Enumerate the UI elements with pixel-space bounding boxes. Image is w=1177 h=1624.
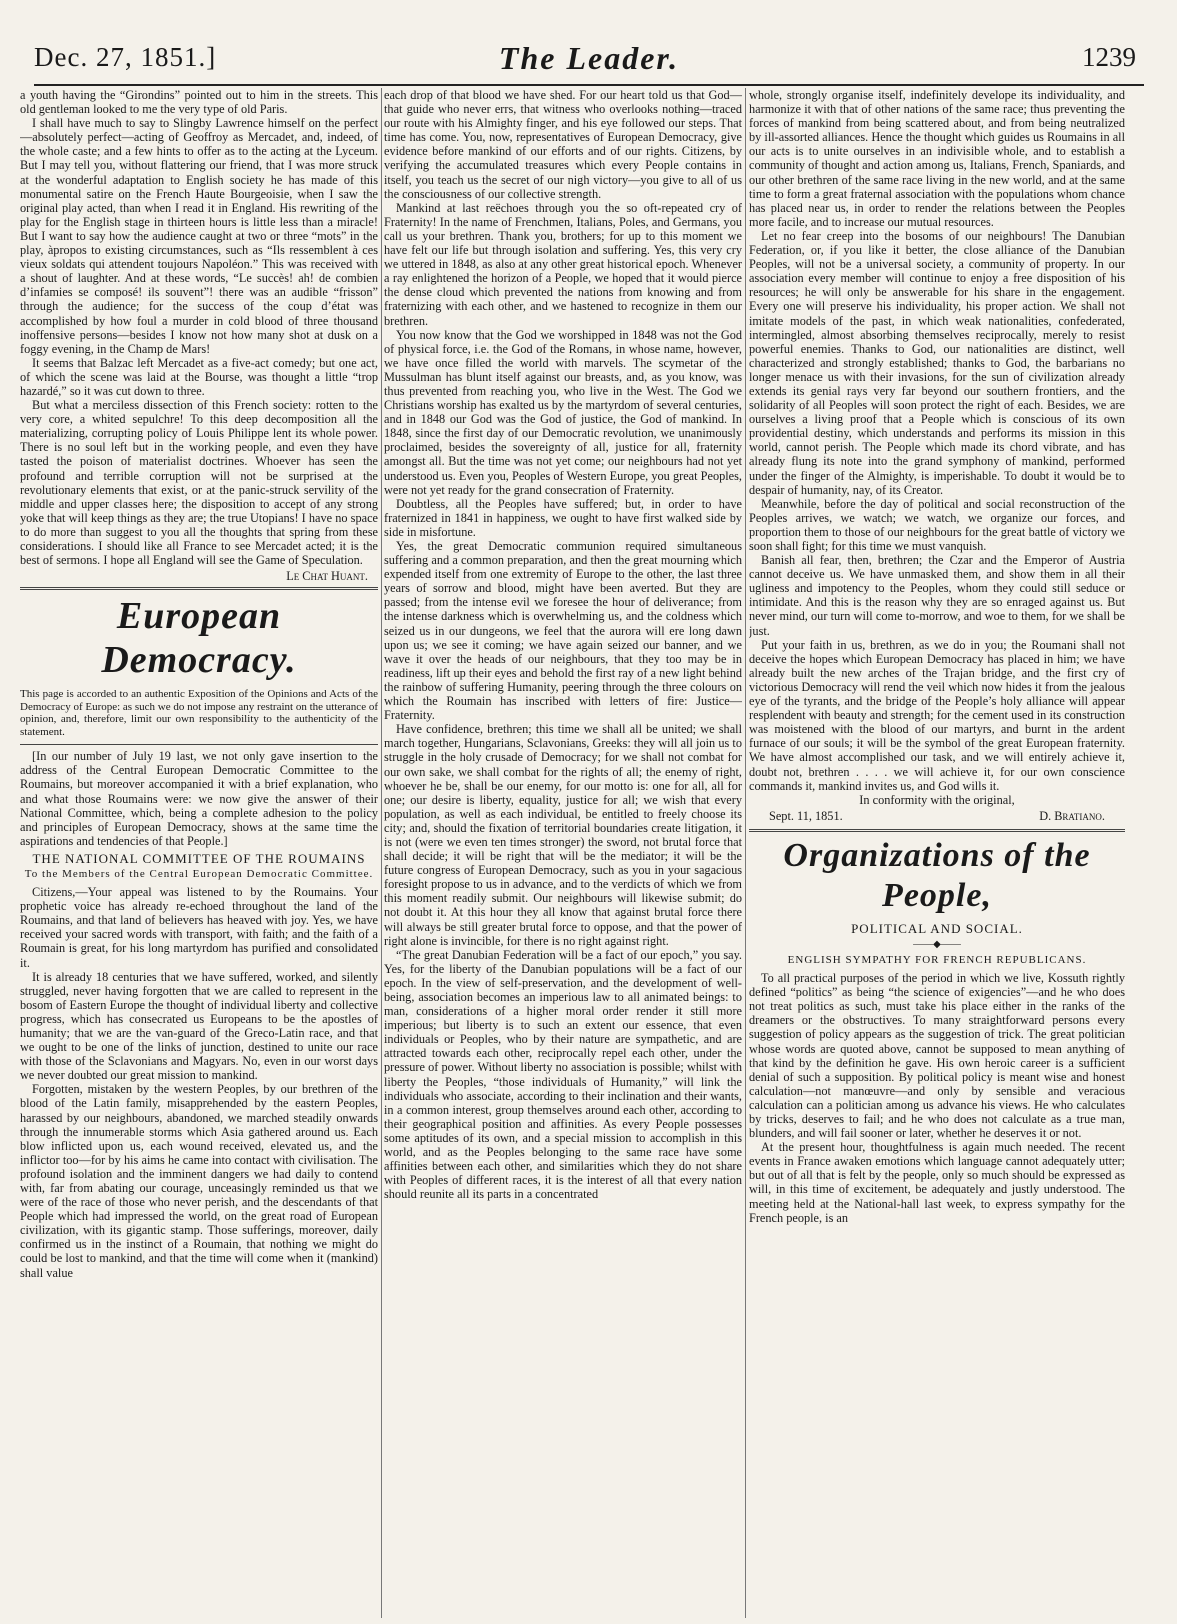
letter-signer: D. Bratiano.: [1039, 808, 1105, 823]
paragraph: Have confidence, brethren; this time we shall all be united; we shall march together, Hungarians, Sclavonians, Greeks: they will all join us to struggle in the holy crusade of Democracy; for we shall not combat for our own sake, we shall combat for the rights of all; the enemy of right, whoever he be, shall be our enemy, for our motto is: one for all, all for one; our desire is liberty, equality, justice for all; we wish that every population, as well as each individual, be entitled to freely choose its city; and, should the fixation of territorial boundaries create litigation, it is not (were we even ten times stronger) the sword, not brutal force that shall decide; it will be right that will be the mediator; it will be the future congress of European Democracy, such as you in your sagacious foresight propose to us in advance, and to the verdicts of which we from this moment readily submit. Our neighbours will likewise submit; do not doubt it. At this hour they all know that against brutal force there will always be still greater brutal force to oppose, and that the power of right alone is invincible, for there is no right against right.: [384, 722, 742, 948]
section-heading: European Democracy.: [101, 595, 297, 682]
paragraph: Banish all fear, then, brethren; the Czar and the Emperor of Austria cannot deceive us. We have unmasked them, and show them in all their ugliness and impotency to the Peoples, whom they could still seduce or intimidate. And this is the reason why they are so enraged against us. But never mind, our turn will come to-morrow, and woe to them, for we shall be just.: [749, 553, 1125, 638]
paragraph: At the present hour, thoughtfulness is again much needed. The recent events in France awaken emotions which language cannot adequately utter; but out of all that is felt by the people, only so much should be expressed as will, in this time of excitement, be adequately and justly understood. The meeting held at the National-hall last week, to express sympathy for the French people, is an: [749, 1140, 1125, 1225]
paragraph: Let no fear creep into the bosoms of our neighbours! The Danubian Federation, or, if you like it better, the close alliance of the Danubian Peoples, will not be a universal society, a community of property. In our association every member will continue to enjoy a free disposition of his resources; he will only be answerable for his share in the engagement. Every one will preserve his individuality, his proper action. We shall not imitate models of the past, in which weak nationalities, confederated, intermingled, almost absorbing themselves reciprocally, merely to resist powerful enemies. Thanks to God, our nationalities are distinct, well characterized and strongly established; thanks to God, the barbarians no longer menace us with their invasions, for the sun of civilization already extends its genial rays very far beyond our southern frontiers, and the solidarity of all Peoples will soon protect the right of each. Besides, we are ourselves a living proof that a People which is conscious of its own providential destiny, which understands and performs its mission in this world, cannot perish. The People which made its chord vibrate, and has already flung its note into the grand symphony of mankind, performed under the finger of the Almighty, is imperishable. To doubt it would be to despair of humanity, nay, of its Creator.: [749, 228, 1125, 497]
paragraph: Put your faith in us, brethren, as we do in you; the Roumani shall not deceive the hopes which European Democracy has placed in him; we have already built the new arches of the Trajan bridge, and the first cry of victorious Democracy will rend the veil which now hides it from the jealous eye of the tyrants, and the bridge of the People’s holy alliance will appear resplendent with beauty and strength; for the cement used in its construction was moistened with the blood of our martyrs, and burnt in the ardent furnace of our souls; it will be the symbol of the great European fraternity. We have almost accomplished our task, and we will entirely achieve it, doubt not, brethren . . . . we will achieve it, for our own conscience commands it, mankind invites us, and God wills it.: [749, 637, 1125, 793]
letter-date: Sept. 11, 1851.: [769, 808, 843, 823]
divider: [20, 587, 378, 590]
paragraph: Meanwhile, before the day of political and social reconstruction of the Peoples arrives, we watch; we watch, we organize our forces, and proportion them to those of our neighbours for the great battle of victory we soon shall fight; for this time we must vanquish.: [749, 496, 1125, 553]
column-3: [749, 88, 1125, 1618]
paragraph: I shall have much to say to Slingby Lawrence himself on the perfect—absolutely perfect—acting of Geoffroy as Mercadet, and, indeed, of the whole caste; and a few hints to offer as to the acting at the Lyceum. But I may tell you, without flattering our friend, that I was more struck at the wonderful adaptation to English society he has made of this monumental satire on the French Haute Bourgeoisie, when I saw the original play acted, than when I read it in England. His rewriting of the play for the English stage in thirteen hours is little less than a miracle! But I want to say how the audience caught at two or three “mots” in the play, àpropos to existing circumstances, such as “Ils ressemblent à ces vieux soldats qui attendent toujours Napoléon.” This was received with a shout of laughter. And at these words, “Le succès! ah! de combien d’infamies se composé! ils souvent”! there was an audible “frisson” through the audience; for the success of the coup d’état was accomplished by how foul a murder in cold blood of three thousand inoffensive persons—besides I know not how many shot at dusk on a foggy evening, in the Champ de Mars!: [20, 116, 378, 356]
column-rule: [745, 88, 746, 1618]
paragraph: Mankind at last reëchoes through you the so oft-repeated cry of Fraternity! In the name of Frenchmen, Italians, Poles, and Germans, you call us your brethren. Thank you, brothers; for up to this moment we have felt our life but through isolation and suffering. Yes, this very cry we uttered in 1848, as also at any other great historical epoch. Whenever a ray enlightened the horizon of a People, we hoped that it would pierce the dense cloud which prevented the nations from knowing and from fraternizing with each other, and we hastened to recognize in them our brethren.: [384, 200, 742, 328]
paragraph: whole, strongly organise itself, indefinitely develope its individuality, and harmonize it with that of other nations of the same race; thus preventing the forces of mankind from being scattered about, and from being neutralized by ill-assorted alliances. Hence the thought which guides us Roumains in all our acts is to unite ourselves in an indivisible whole, and to establish a community of thought and action among us, Italians, French, Spaniards, and our other brethren of the same race living in the new world, and at the same time to form a great fraternal association with the populations whom chance has placed near us, in order to render the relations between the Peoples more facile, and to increase our mutual resources.: [749, 88, 1125, 229]
ornament-divider: ——◆——: [913, 938, 961, 950]
section-heading: Organizations of the People,: [783, 836, 1091, 914]
address-line: To the Members of the Central European Democratic Committee.: [24, 868, 374, 881]
column-2: [384, 88, 742, 1618]
committee-heading: THE NATIONAL COMMITTEE OF THE ROUMAINS: [32, 850, 366, 866]
paragraph: Yes, the great Democratic communion required simultaneous suffering and a common preparation, and then the great mourning which expended itself from one extremity of Europe to the other, the last three years of sorrow and blood, might have been averted. But they are passed; from the intense evil we foresee the hour of deliverance; from the intense darkness which is overwhelming us, and the coldness which seized us in our dungeons, we feel that the aurora will ere long dawn upon us; we see it coming; we have again seized our banner, and we wave it over the heads of our neighbours, that they too may be in readiness, lift up their eyes and behold the first ray of a new light behind the rainbow of suffering Humanity, peering through the three colours on which the Roumain has inscribed with letters of fire: Justice—Fraternity.: [384, 539, 742, 723]
paragraph: Citizens,—Your appeal was listened to by the Roumains. Your prophetic voice has already re-echoed throughout the land of the Roumains, and that land of believers has heaved with joy. Yes, we have received your sacred words with transport, with faith; and the faith of a Roumain is great, for his long martyrdom has purified and consolidated it.: [20, 885, 378, 970]
paragraph: But what a merciless dissection of this French society: rotten to the very core, a whited sepulchre! To this deep decomposition all the materializing, corrupting policy of Louis Philippe lent its whole power. There is no soul left but in the working people, and even they have tasted the poison of materialist doctrines. Whoever has seen the profound and terrible corruption will not be surprised at the revolutionary elements that exist, or at the panic-struck servility of the middle and upper classes here; the disposition to accept of any strong yoke that will keep things as they are; the true Utopians! I have no space to do more than suggest to you all the thoughts that spring from these considerations. I should like all France to see Mercadet acted; it is the best of sermons. I hope all England will see the Game of Speculation.: [20, 398, 378, 568]
paragraph: Doubtless, all the Peoples have suffered; but, in order to have fraternized in 1841 in happiness, we ought to have first walked side by side in misfortune.: [384, 496, 742, 539]
paragraph: You now know that the God we worshipped in 1848 was not the God of physical force, i.e. the God of the Romans, in whose name, however, we have once filled the world with marvels. The scymetar of the Mussulman has blunt itself against our breasts, and, as you know, was thus prevented from reaching you, who live in the West. The God we Christians worship has exalted us by the martyrdom of several centuries, and in 1848 our God was the God of justice, the God of mankind. In 1848, since the first day of our Democratic revolution, we unanimously proclaimed, besides the sovereignty of all, justice for all, fraternity amongst all. But the time was not yet come; our neighbours had not yet understood us. Even you, Peoples of Western Europe, you great Peoples, were not yet ready for the grand consecration of Fraternity.: [384, 327, 742, 497]
divider: [749, 829, 1125, 832]
issue-date: Dec. 27, 1851.]: [34, 42, 217, 72]
paragraph: It is already 18 centuries that we have suffered, worked, and silently struggled, never having forgotten that we are called to represent in the bosom of Eastern Europe the thought of individual liberty and collective progress, which has consecrated us Europeans to be the apostles of humanity; that we are the van-guard of the Greco-Latin race, and that we ought to be one of the links of junction, destined to unite our race with those of the Sclavonians and Magyars. No, even in our worst days we never doubted our great mission to mankind.: [20, 969, 378, 1083]
conformity-line: In conformity with the original,: [859, 792, 1015, 807]
paragraph: each drop of that blood we have shed. For our heart told us that God—that guide who never errs, that witness who overlooks nothing—traced our route with his Almighty finger, and his eye followed our steps. That time has come. You, now, representatives of European Democracy, give evidence before mankind of our efforts and of our rights. Citizens, by verifying the accumulated treasures which every People contains in itself, you teach us the secret of our nigh victory—you give to all of us the consciousness of our collective strength.: [384, 88, 742, 201]
paragraph: To all practical purposes of the period in which we live, Kossuth rightly defined “politics” as being “the science of exigencies”—and he who does not treat politics as such, must take his place either in the ranks of the dreamers or the obstructives. To many straightforward persons every suggestion of policy appears as the suggestion of trick. The great politician whose words are quoted above, cannot be supposed to mean anything of that kind by the definition he gave. His own heroic career is a sufficient denial of such a supposition. By political policy is meant wise and honest calculation—not manœuvre—and only by sensible and veracious calculation can a politician among us advance his views. He who calculates by tricks, deserves to fail; and he who does not calculate as a true man, blunders, and will fail sooner or later, whether he deserves it or not.: [749, 971, 1125, 1141]
column-rule: [381, 88, 382, 1618]
column-1: [20, 88, 378, 1618]
paragraph: a youth having the “Girondins” pointed out to him in the streets. This old gentleman looked to me the very type of old Paris.: [20, 88, 378, 117]
dateline: [749, 809, 1125, 823]
paragraph: Forgotten, mistaken by the western Peoples, by our brethren of the blood of the Latin family, misapprehended by the eastern Peoples, harassed by our neighbours, abandoned, we marched steadily onwards through the innumerable storms which Asia gathered around us. Each blow inflicted upon us, each wound received, elevated us, and the inflictor too—for by his aims he came into contact with civilisation. The profound isolation and the imminent dangers we had daily to contend with, far from abating our courage, unceasingly reminded us that we were of the race of those who never perish, and the descendants of that People which had impressed the world, on the great road of European civilization, with its gigantic stamp. Those sufferings, moreover, daily confirmed us in the instinct of a Roumain, that nothing we might do could be lost to mankind, and that the time will come when it (mankind) shall value: [20, 1082, 378, 1280]
divider: [20, 744, 378, 745]
newspaper-title: The Leader.: [498, 40, 680, 76]
masthead: [34, 40, 1144, 86]
intro-paragraph: [In our number of July 19 last, we not only gave insertion to the address of the Central European Democratic Committee to the Roumains, but moreover accompanied it with a brief explanation, who and what those Roumains were: we now give the answer of their National Committee, which, being a complete adhesion to the policy and principles of European Democracy, shows at the same time the aspirations and tendencies of that People.]: [20, 749, 378, 848]
article-heading: ENGLISH SYMPATHY FOR FRENCH REPUBLICANS.: [787, 954, 1087, 967]
editorial-notice: This page is accorded to an authentic Exposition of the Opinions and Acts of the Democracy of Europe: as such we do not impose any restraint on the utterance of opinion, and, therefore, limit our own responsibility to the authenticity of the statement.: [20, 688, 378, 738]
section-subheading: POLITICAL AND SOCIAL.: [851, 920, 1023, 936]
paragraph: It seems that Balzac left Mercadet as a five-act comedy; but one act, of which the scene was laid at the Bourse, was thought a little “trop hazardé,” so it was cut down to three.: [20, 355, 378, 398]
signature: Le Chat Huant.: [286, 569, 368, 584]
page-number: 1239: [1082, 42, 1136, 72]
paragraph: “The great Danubian Federation will be a fact of our epoch,” you say. Yes, for the liberty of the Danubian populations will be a fact of our epoch. In the view of self-preservation, and the development of well-being, association becomes an imperious law to all animated beings: to man, considerations of a higher moral order render it still more imperious; but liberty is to such an extent our essence, that even individuals or Peoples, who by their nature are sympathetic, and are attracted towards each other, reciprocally repel each other, under the pressure of power. Without liberty no association is possible; whilst with liberty the Peoples, “those individuals of Humanity,” will link the individuals who associate, according to their inclination and their wants, in a common interest, group themselves around each other, according to their geographical position and affinities. As every People possesses some aptitudes of its own, and a special mission to accomplish in this world, and as the Peoples belonging to the same race have some affinities between each other, and similarities which they do not share with Peoples of different races, it is the interest of all that every nation should reunite all its parts in a concentrated: [384, 947, 742, 1202]
